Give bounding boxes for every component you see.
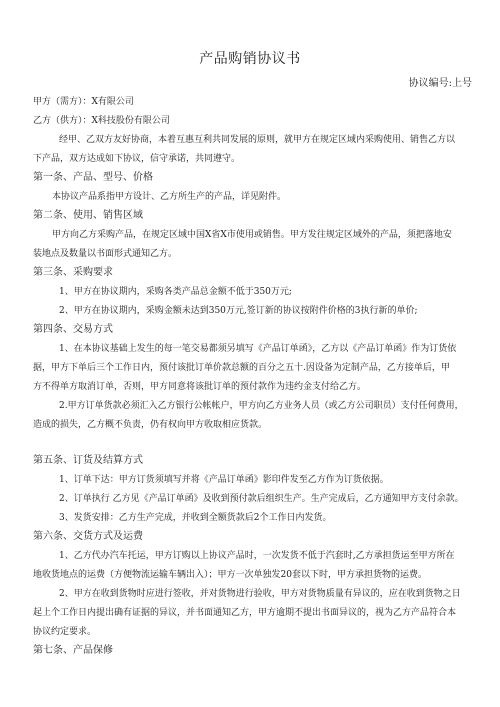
article-text: 造成的损失，乙方概不负责，仍有权向甲方收取相应货款。	[33, 420, 268, 430]
party-a: 甲方（需方）：X有限公司	[33, 97, 134, 107]
article-heading: 第五条、订货及结算方式	[33, 455, 143, 466]
article-text: 装地点及数量以书面形式通知乙方。	[33, 249, 178, 259]
article-heading: 第七条、产品保修	[33, 645, 113, 656]
article-text: 3、发货安排：乙方生产完成，并收到全额货款后2个工作日内发货。	[59, 513, 332, 523]
article-heading: 第三条、采购要求	[33, 267, 113, 278]
article-text: 1、乙方代办汽车托运，甲方订购以上协议产品时，一次发货不低于汽套时,乙方承担货运至甲方所在	[59, 551, 455, 561]
preamble-line: 经甲、乙双方友好协商，本着互惠互利共同发展的原则，就甲方在规定区域内采购使用、销售乙方以	[59, 135, 456, 145]
article-text: 1、订单下达：甲方订货须填写并将《产品订单函》影印件发至乙方作为订货依据。	[59, 475, 389, 485]
article-text: 本协议产品系指甲方设计、乙方所生产的产品，详见附件。	[52, 192, 287, 202]
article-text: 甲方向乙方采购产品，在规定区域中国X省X市使用或销售。甲方发往规定区域外的产品，须把落地安	[52, 230, 452, 240]
article-text: 地收货地点的运费（方便物流运输车辆出入）；甲方一次单独发20套以下时，甲方承担货物的运费。	[33, 570, 427, 580]
party-b: 乙方（供方）：X科技股份有限公司	[33, 116, 170, 126]
article-text: 1、甲方在协议期内，采购各类产品总金额不低于350万元;	[59, 287, 292, 297]
agreement-number: 协议编号:上号	[408, 78, 472, 89]
article-heading: 第四条、交易方式	[33, 324, 113, 335]
article-text: 方不得单方取消订单，否则，甲方同意将该批订单的预付款作为违约金支付给乙方。	[33, 382, 367, 392]
article-heading: 第六条、交货方式及运费	[33, 531, 143, 542]
article-text: 2、甲方在协议期内，采购金额未达到350万元,签订新的协议按附件价格的3执行新的单价;	[59, 306, 418, 316]
article-text: 1、在本协议基础上发生的每一笔交易都须另填写《产品订单函》，乙方以《产品订单函》作为订货依	[59, 344, 457, 354]
article-text: 起上个工作日内提出确有证据的异议，并书面通知乙方，甲方逾期不提出书面异议的，视为乙方产品符合本	[33, 608, 457, 618]
article-heading: 第一条、产品、型号、价格	[33, 172, 153, 183]
preamble-line: 下产品，双方达成如下协议，信守承诺，共同遵守。	[33, 154, 241, 164]
article-text: 2.甲方订单货款必须汇入乙方银行公帐帐户，甲方向乙方业务人员（或乙方公司职员）支付任何费用，	[59, 401, 464, 411]
article-text: 2、订单执行 乙方见《产品订单函》及收到预付款后组织生产。生产完成后，乙方通知甲方支付余款。	[59, 494, 464, 504]
article-text: 据，甲方下单后三个工作日内，预付该批订单价款总额的百分之五十.因设备为定制产品，乙方接单后，甲	[33, 363, 450, 373]
document-title: 产品购销协议书	[199, 51, 301, 67]
article-heading: 第二条、使用、销售区域	[33, 210, 143, 221]
article-text: 2、甲方在收到货物时应进行签收，并对货物进行验收，甲方对货物质量有异议的，应在收到货物之日	[59, 589, 461, 599]
article-text: 协议约定要求。	[33, 627, 97, 637]
